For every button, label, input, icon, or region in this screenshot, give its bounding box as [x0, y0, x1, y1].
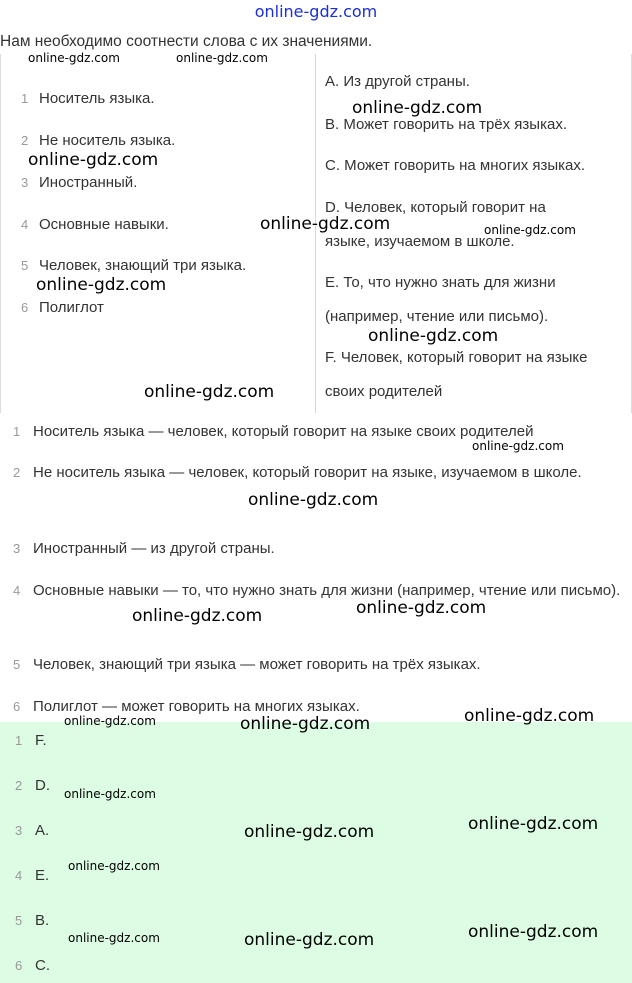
watermark: online-gdz.com [64, 714, 156, 728]
definition-line: языке, изучаемом в школе. [325, 233, 515, 250]
watermark: online-gdz.com [64, 787, 156, 801]
watermark: online-gdz.com [28, 51, 120, 65]
watermark: online-gdz.com [260, 214, 391, 234]
watermark: online-gdz.com [240, 714, 371, 734]
definition-line: A. Из другой страны. [325, 73, 470, 90]
solution-item: 6 Полиглот — может говорить на многих языках. [13, 698, 360, 715]
term-item: 5 Человек, знающий три языка. [21, 257, 247, 274]
answer-item: 2 D. [15, 777, 50, 794]
watermark: online-gdz.com [68, 859, 160, 873]
watermark: online-gdz.com [368, 326, 499, 346]
answer-item: 4 E. [15, 867, 50, 884]
definition-line: E. То, что нужно знать для жизни [325, 274, 556, 291]
watermark: online-gdz.com [468, 922, 599, 942]
term-item: 2 Не носитель языка. [21, 132, 176, 149]
definition-line: D. Человек, который говорит на [325, 199, 546, 216]
solution-item: 1 Носитель языка — человек, который говорит на языке своих родителей [13, 423, 534, 440]
answer-item: 5 B. [15, 912, 50, 929]
watermark: online-gdz.com [144, 382, 275, 402]
definition-line: F. Человек, который говорит на языке [325, 349, 588, 366]
term-item: 4 Основные навыки. [21, 216, 169, 233]
term-item: 6 Полиглот [21, 299, 104, 316]
watermark: online-gdz.com [356, 598, 487, 618]
definition-line: C. Может говорить на многих языках. [325, 157, 586, 174]
term-item: 3 Иностранный. [21, 174, 138, 191]
watermark: online-gdz.com [68, 931, 160, 945]
watermark: online-gdz.com [36, 275, 167, 295]
definition-line: B. Может говорить на трёх языках. [325, 116, 567, 133]
site-title[interactable]: online-gdz.com [254, 2, 378, 21]
answer-item: 6 C. [15, 957, 50, 974]
watermark: online-gdz.com [28, 150, 159, 170]
task-instruction: Нам необходимо соотнести слова с их значениями. [0, 33, 373, 50]
definition-line: своих родителей [325, 383, 443, 400]
answer-item: 3 A. [15, 822, 50, 839]
watermark: online-gdz.com [468, 814, 599, 834]
solution-item: 2 Не носитель языка — человек, который говорит на языке, изучаемом в школе. [13, 464, 582, 481]
watermark: online-gdz.com [244, 822, 375, 842]
definition-line: (например, чтение или письмо). [325, 308, 549, 325]
watermark: online-gdz.com [244, 930, 375, 950]
watermark: online-gdz.com [248, 490, 379, 510]
answer-item: 1 F. [15, 732, 47, 749]
watermark: online-gdz.com [352, 98, 483, 118]
watermark: online-gdz.com [176, 51, 268, 65]
watermark: online-gdz.com [472, 439, 564, 453]
watermark: online-gdz.com [484, 223, 576, 237]
term-item: 1 Носитель языка. [21, 90, 155, 107]
solution-item: 5 Человек, знающий три языка — может говорить на трёх языках. [13, 656, 481, 673]
solution-item: 4 Основные навыки — то, что нужно знать для жизни (например, чтение или письмо). [13, 582, 621, 599]
watermark: online-gdz.com [464, 706, 595, 726]
watermark: online-gdz.com [132, 606, 263, 626]
solution-item: 3 Иностранный — из другой страны. [13, 540, 275, 557]
